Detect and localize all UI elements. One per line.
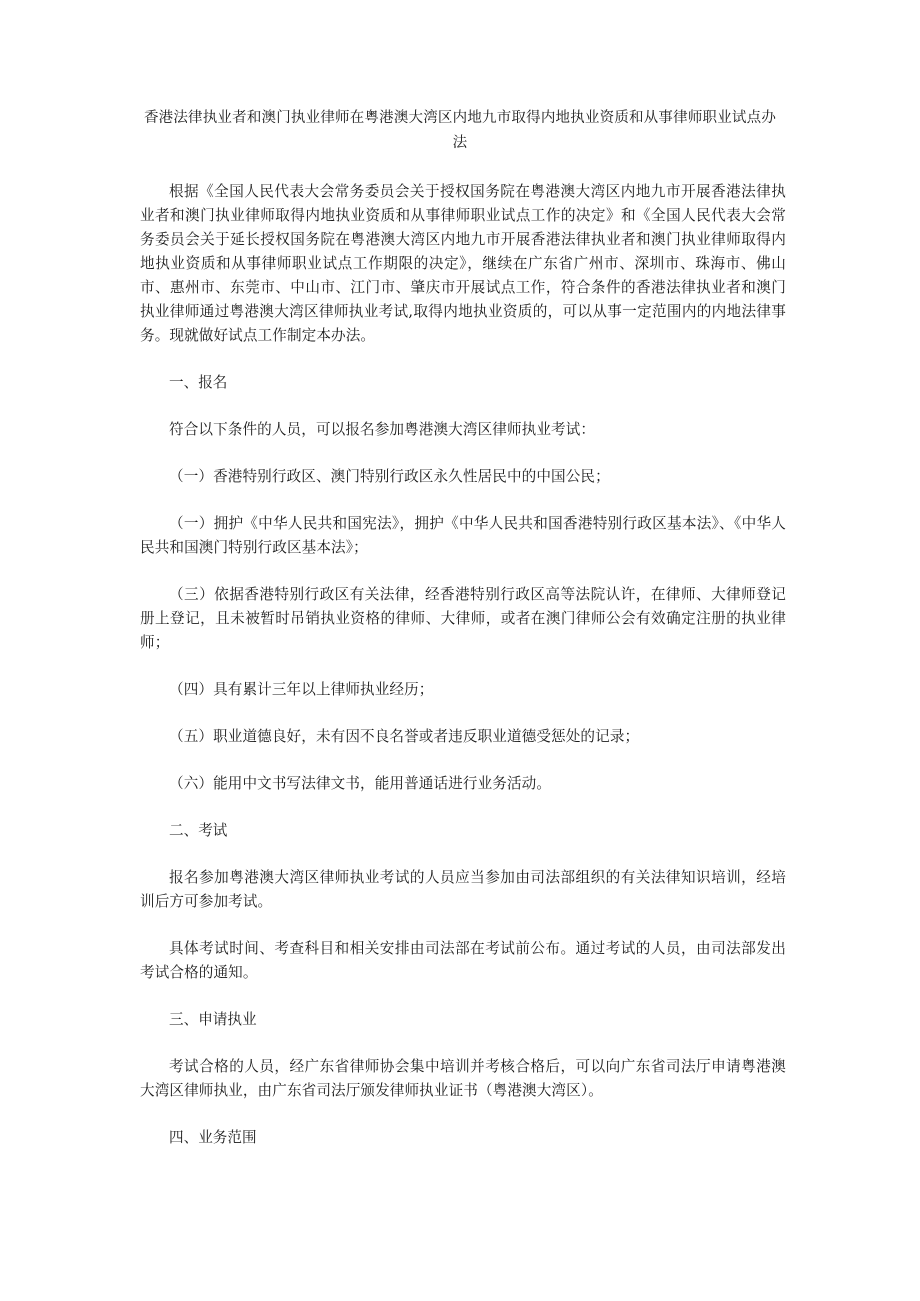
section-heading-apply: 三、申请执业: [169, 1011, 257, 1028]
exam-paragraph: 具体考试时间、考查科目和相关安排由司法部在考试前公布。通过考试的人员，由司法部发出考试合格的通知。: [140, 940, 786, 981]
condition-item: （四）具有累计三年以上律师执业经历；: [169, 681, 434, 698]
exam-paragraph: 报名参加粤港澳大湾区律师执业考试的人员应当参加由司法部组织的有关法律知识培训，经培训后方可参加考试。: [140, 869, 786, 910]
condition-item: （六）能用中文书写法律文书，能用普通话进行业务活动。: [169, 775, 552, 792]
document-title: 香港法律执业者和澳门执业律师在粤港澳大湾区内地九市取得内地执业资质和从事律师职业试点办法: [143, 110, 777, 151]
section-heading-scope: 四、业务范围: [169, 1129, 257, 1146]
document-body: [140, 180, 786, 1173]
section-heading-registration: 一、报名: [169, 374, 228, 391]
condition-item: （一）拥护《中华人民共和国宪法》，拥护《中华人民共和国香港特别行政区基本法》、《中华人民共和国澳门特别行政区基本法》；: [140, 515, 786, 556]
apply-paragraph: 考试合格的人员，经广东省律师协会集中培训并考核合格后，可以向广东省司法厅申请粤港澳大湾区律师执业，由广东省司法厅颁发律师执业证书（粤港澳大湾区）。: [140, 1058, 786, 1099]
section-heading-exam: 二、考试: [169, 822, 228, 839]
registration-lead: 符合以下条件的人员，可以报名参加粤港澳大湾区律师执业考试：: [169, 421, 596, 438]
condition-item: （三）依据香港特别行政区有关法律，经香港特别行政区高等法院认许，在律师、大律师登记册上登记，且未被暂时吊销执业资格的律师、大律师，或者在澳门律师公会有效确定注册的执业律师；: [140, 586, 786, 651]
condition-item: （一）香港特别行政区、澳门特别行政区永久性居民中的中国公民；: [169, 468, 610, 485]
intro-paragraph: 根据《全国人民代表大会常务委员会关于授权国务院在粤港澳大湾区内地九市开展香港法律执业者和澳门执业律师取得内地执业资质和从事律师职业试点工作的决定》和《全国人民代表大会常务委员会关于延长授权国务院在粤港澳大湾区内地九市开展香港法律执业者和澳门执业律师取得内地执业资质和从事律师职业试点工作期限的决定》，继续在广东省广州市、深圳市、珠海市、佛山市、惠州市、东莞市、中山市、江门市、肇庆市开展试点工作，符合条件的香港法律执业者和澳门执业律师通过粤港澳大湾区律师执业考试,取得内地执业资质的，可以从事一定范围内的内地法律事务。现就做好试点工作制定本办法。: [140, 183, 786, 344]
condition-item: （五）职业道德良好，未有因不良名誉或者违反职业道德受惩处的记录；: [169, 728, 640, 745]
